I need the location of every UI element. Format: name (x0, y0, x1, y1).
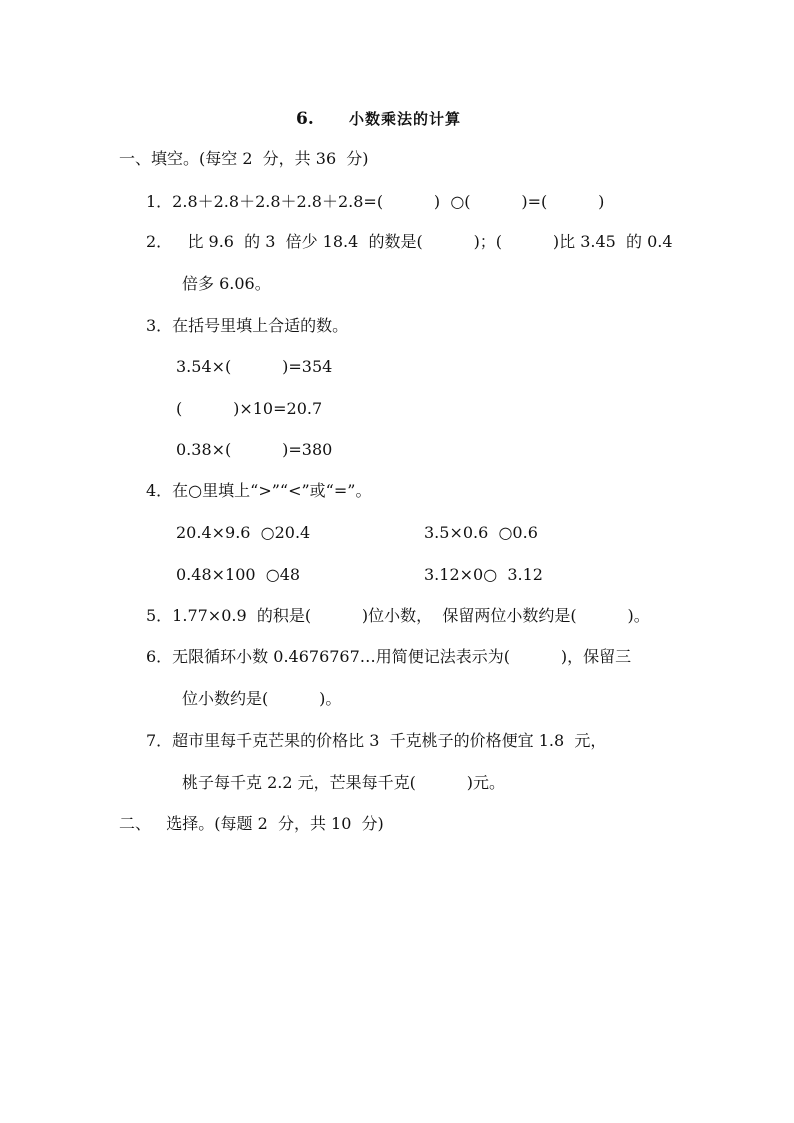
question-3-b: ( )×10=20.7 (176, 399, 323, 418)
question-4-d: 3.12×0○ 3.12 (424, 565, 543, 584)
section2-heading: 二、 选择。(每题 2 分，共 10 分) (119, 814, 384, 833)
question-4: 4．在○里填上“>”“<”或“=”。 (146, 481, 372, 500)
question-3-c: 0.38×( )=380 (176, 440, 333, 459)
question-6-line-2: 位小数约是( )。 (182, 689, 342, 708)
question-1: 1．2.8＋2.8＋2.8＋2.8＋2.8=( ) ○( )=( ) (146, 192, 605, 211)
question-4-a: 20.4×9.6 ○20.4 (176, 523, 311, 542)
question-4-b: 3.5×0.6 ○0.6 (424, 523, 538, 542)
question-3: 3．在括号里填上合适的数。 (146, 316, 349, 335)
section1-heading: 一、填空。(每空 2 分，共 36 分) (119, 149, 369, 168)
question-4-c: 0.48×100 ○48 (176, 565, 301, 584)
question-2-line-1: 2． 比 9.6 的 3 倍少 18.4 的数是( )；( )比 3.45 的 0.4 (146, 232, 673, 251)
question-6-line-1: 6．无限循环小数 0.4676767…用简便记法表示为( )，保留三 (146, 647, 632, 666)
title-number: 6. (296, 109, 314, 129)
question-2-line-2: 倍多 6.06。 (182, 274, 271, 293)
page-title: 小数乘法的计算 (349, 110, 462, 128)
question-7-line-1: 7．超市里每千克芒果的价格比 3 千克桃子的价格便宜 1.8 元， (146, 731, 607, 750)
question-5: 5．1.77×0.9 的积是( )位小数， 保留两位小数约是( )。 (146, 606, 650, 625)
question-3-a: 3.54×( )=354 (176, 357, 333, 376)
question-7-line-2: 桃子每千克 2.2 元，芒果每千克( )元。 (182, 773, 505, 792)
